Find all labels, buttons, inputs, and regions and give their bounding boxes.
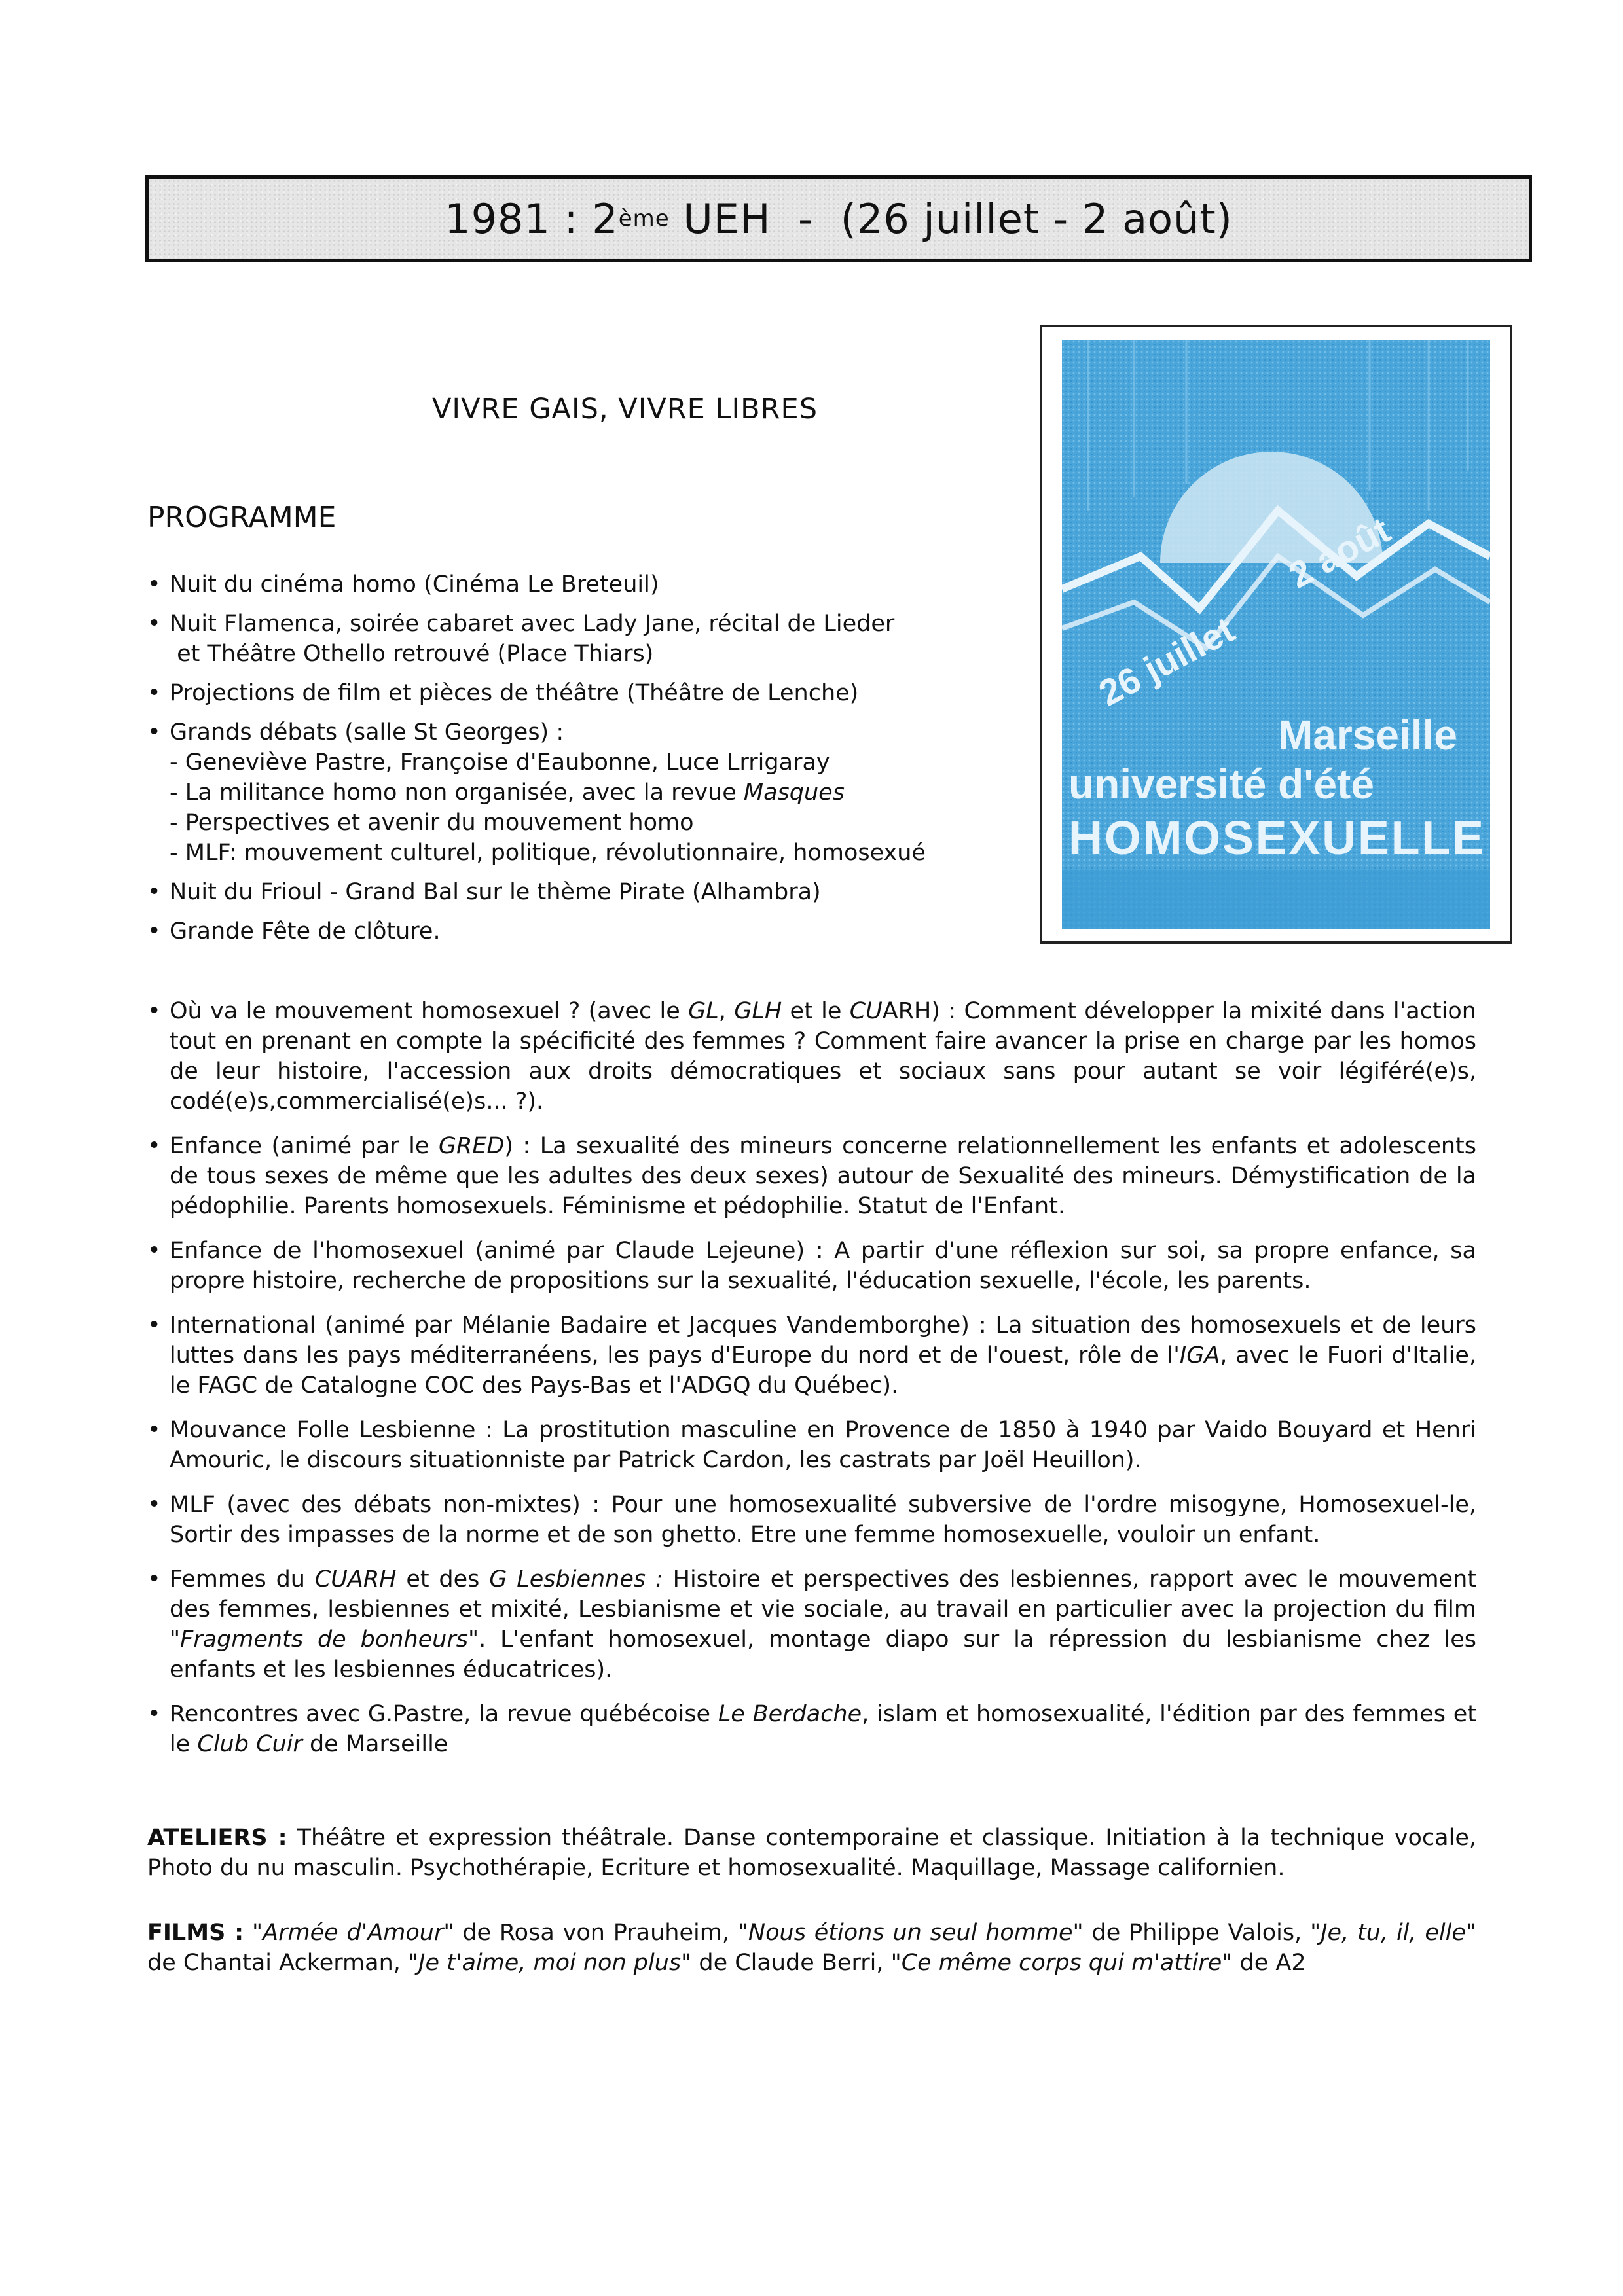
programme-item — [147, 569, 1018, 600]
poster-city: Marseille — [1278, 711, 1457, 759]
ateliers-text: Théâtre et expression théâtrale. Danse contemporaine et classique. Initiation à la technique vocale, Photo du nu masculin. Psychothérapie, Ecriture et homosexualité. Maquillage, Massage californien. — [147, 1825, 1476, 1881]
debate-line: - MLF: mouvement culturel, politique, révolutionnaire, homosexué — [170, 840, 926, 866]
debate-line: - La militance homo non organisée, avec la revue Masques — [170, 780, 845, 806]
film-title: Je, tu, il, elle — [1321, 1920, 1466, 1946]
poster-line1: université d'été — [1068, 761, 1374, 808]
programme-item-text: • Nuit Flamenca, soirée cabaret avec Lady Jane, récital de Lieder — [170, 611, 895, 637]
poster-artwork — [1062, 340, 1490, 929]
programme-list — [147, 569, 1018, 956]
programme-item — [147, 609, 1018, 669]
title-year: 1981 : 2 — [445, 194, 619, 243]
magazine-title: Masques — [743, 780, 845, 806]
programme-item-text: et Théâtre Othello retrouvé (Place Thiars) — [170, 641, 654, 667]
debate-line: - Perspectives et avenir du mouvement homo — [170, 810, 694, 836]
programme-item — [147, 877, 1018, 907]
films-label: FILMS : — [147, 1920, 244, 1946]
programme-item — [147, 717, 1018, 868]
programme-item-text: • Grands débats (salle St Georges) : — [170, 719, 564, 745]
note-item: • MLF (avec des débats non-mixtes) : Pour une homosexualité subversive de l'ordre misogyne, Homosexuel-le, Sortir des impasses de la norme et de son ghetto. Etre une femme homosexuelle, vouloir un enfant. — [147, 1490, 1476, 1550]
note-item: • Femmes du CUARH et des G Lesbiennes : Histoire et perspectives des lesbiennes, rapport avec le mouvement des femmes, lesbiennes et mixité, Lesbianisme et vie sociale, au travail en particulier avec la projection du film "Fragments de bonheurs". L'enfant homosexuel, montage diapo sur la répression du lesbianisme chez les enfants et les lesbiennes éducatrices). — [147, 1564, 1476, 1685]
programme-item — [147, 916, 1018, 946]
note-item: • Enfance (animé par le GRED) : La sexualité des mineurs concerne relationnellement les enfants et adolescents de tous sexes de même que les adultes des deux sexes) autour de Sexualité des mineurs. Démystification de la pédophilie. Parents homosexuels. Féminisme et pédophilie. Statut de l'Enfant. — [147, 1131, 1476, 1221]
poster-line2: HOMOSEXUELLE — [1068, 812, 1484, 865]
films-paragraph: FILMS : "Armée d'Amour" de Rosa von Prauheim, "Nous étions un seul homme" de Philippe Valois, "Je, tu, il, elle" de Chantai Ackerman, "Je t'aime, moi non plus" de Claude Berri, "Ce même corps qui m'attire" de A2 — [147, 1920, 1477, 1976]
note-item: • International (animé par Mélanie Badaire et Jacques Vandemborghe) : La situation des homosexuels et de leurs luttes dans les pays méditerranéens, les pays d'Europe du nord et de l'ouest, rôle de l'IGA, avec le Fuori d'Italie, le FAGC de Catalogne COC des Pays-Bas et l'ADGQ du Québec). — [147, 1310, 1476, 1401]
programme-item-text: • Grande Fête de clôture. — [170, 918, 441, 944]
programme-item-text: • Nuit du Frioul - Grand Bal sur le thème Pirate (Alhambra) — [170, 879, 821, 905]
title-superscript: ème — [618, 206, 670, 232]
debate-notes-list — [147, 996, 1476, 1774]
ateliers-label: ATELIERS : — [147, 1825, 287, 1851]
film-title: Je t'aime, moi non plus — [418, 1950, 682, 1976]
film-title: Ce même corps qui m'attire — [901, 1950, 1222, 1976]
title-rest: UEH - (26 juillet - 2 août) — [669, 194, 1233, 243]
programme-item — [147, 678, 1018, 708]
note-item: • Mouvance Folle Lesbienne : La prostitution masculine en Provence de 1850 à 1940 par Vaido Bouyard et Henri Amouric, le discours situationniste par Patrick Cardon, les castrats par Joël Heuillon). — [147, 1415, 1476, 1475]
subtitle: VIVRE GAIS, VIVRE LIBRES — [432, 393, 818, 425]
film-title: Armée d'Amour — [263, 1920, 444, 1946]
poster-date-left: 26 juillet — [1092, 608, 1241, 714]
programme-heading: PROGRAMME — [147, 501, 337, 534]
note-item: • Rencontres avec G.Pastre, la revue québécoise Le Berdache, islam et homosexualité, l'édition par des femmes et le Club Cuir de Marseille — [147, 1699, 1476, 1759]
ateliers-paragraph — [147, 1823, 1476, 1883]
programme-item-text: • Projections de film et pièces de théâtre (Théâtre de Lenche) — [170, 680, 859, 706]
poster-date-right: 2 août — [1282, 509, 1397, 596]
note-item: • Enfance de l'homosexuel (animé par Claude Lejeune) : A partir d'une réflexion sur soi, sa propre enfance, sa propre histoire, recherche de propositions sur la sexualité, l'éducation sexuelle, l'école, les parents. — [147, 1236, 1476, 1296]
poster-image — [1062, 340, 1490, 929]
programme-item-text: • Nuit du cinéma homo (Cinéma Le Breteuil) — [170, 571, 659, 598]
note-item: • Où va le mouvement homosexuel ? (avec le GL, GLH et le CUARH) : Comment développer la mixité dans l'action tout en prenant en compte la spécificité des femmes ? Comment faire avancer la prise en charge par les homos de leur histoire, l'accession aux droits démocratiques et sociaux sans pour autant se voir légiféré(e)s, codé(e)s,commercialisé(e)s... ?). — [147, 996, 1476, 1117]
poster-frame — [1040, 325, 1512, 944]
page-title-banner — [145, 175, 1532, 262]
film-title: Nous étions un seul homme — [748, 1920, 1073, 1946]
debate-line: - Geneviève Pastre, Françoise d'Eaubonne, Luce Lrrigaray — [170, 749, 830, 776]
